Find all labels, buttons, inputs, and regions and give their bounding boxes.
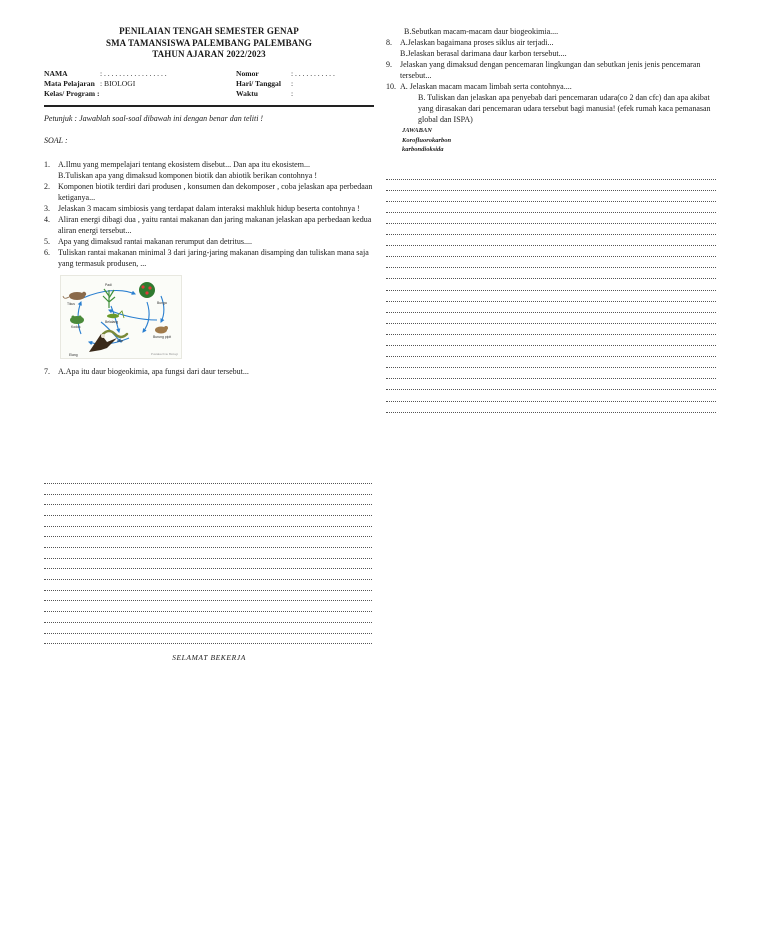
waktu-field: : — [291, 89, 294, 99]
answer-line[interactable] — [44, 537, 372, 548]
nama-field: : . . . . . . . . . . . . . . . . . — [100, 69, 167, 79]
answer-line[interactable] — [44, 505, 372, 516]
answer-notes — [386, 126, 722, 154]
label-burung: Burung pipit — [153, 335, 172, 340]
nomor-label: Nomor — [236, 69, 259, 79]
question-3: 3. Jelaskan 3 macam simbiosis yang terdapat dalam interaksi makhluk hidup beserta contohnya ! — [44, 203, 360, 213]
answer-line[interactable] — [386, 335, 716, 346]
jawaban-line-1: Korofluorokarbon — [402, 136, 452, 144]
question-2: 2. Komponen biotik terdiri dari produsen , konsumen dan dekomposer , coba jelaskan apa perbedaan ketiganya... — [44, 181, 373, 202]
answer-line[interactable] — [386, 357, 716, 368]
answer-line[interactable] — [44, 634, 372, 645]
question-9: 9. Jelaskan yang dimaksud dengan pencemaran lingkungan dan sebutkan jenis jenis pencemaran tersebut... — [386, 60, 701, 81]
answer-line[interactable] — [44, 623, 372, 634]
answer-line[interactable] — [386, 279, 716, 290]
food-web-diagram — [61, 276, 181, 358]
mapel-label: Mata Pelajaran — [44, 79, 95, 89]
answer-line[interactable] — [386, 180, 716, 191]
question-list — [44, 159, 374, 269]
nama-label: NAMA — [44, 69, 68, 79]
label-tikus: Tikus — [67, 302, 75, 307]
answer-line[interactable] — [44, 516, 372, 527]
rat-icon — [63, 292, 86, 300]
answer-line[interactable] — [386, 302, 716, 313]
answer-line[interactable] — [44, 580, 372, 591]
answer-line[interactable] — [44, 484, 372, 495]
mapel-field: : BIOLOGI — [100, 79, 136, 89]
question-7b: B.Sebutkan macam-macam daur biogeokimia.... — [404, 27, 559, 36]
answer-lines-left — [44, 473, 374, 644]
nomor-field: : . . . . . . . . . . . — [291, 69, 335, 79]
left-column — [44, 26, 374, 663]
answer-line[interactable] — [386, 202, 716, 213]
sparrow-icon — [155, 326, 168, 334]
right-column — [386, 26, 722, 413]
answer-line[interactable] — [386, 191, 716, 202]
question-4: 4. Aliran energi dibagi dua , yaitu rantai makanan dan jaring makanan jelaskan apa perbedaan kedua aliran energi tersebut... — [44, 215, 372, 236]
flower-bush-icon — [139, 282, 155, 298]
answer-line[interactable] — [386, 291, 716, 302]
header-divider — [44, 105, 374, 107]
kelas-label: Kelas/ Program : — [44, 89, 100, 99]
answer-line[interactable] — [386, 402, 716, 413]
exam-title: PENILAIAN TENGAH SEMESTER GENAP — [119, 26, 299, 36]
question-5: 5. Apa yang dimaksud rantai makanan rerumput dan detritus.... — [44, 237, 252, 247]
answer-line[interactable] — [386, 268, 716, 279]
answer-line[interactable] — [386, 246, 716, 257]
jawaban-title: JAWABAN — [402, 127, 432, 135]
answer-line[interactable] — [386, 368, 716, 379]
food-web-figure — [60, 275, 182, 359]
answer-line[interactable] — [386, 235, 716, 246]
question-1: 1. A.Ilmu yang mempelajari tentang ekosistem disebut... Dan apa itu ekosistem... B.Tuliskan apa yang dimaksud komponen biotik dan abiotik berikan contohnya ! — [44, 159, 317, 180]
label-belalang: Belalang — [105, 320, 119, 325]
question-7a: 7. A.Apa itu daur biogeokimia, apa fungsi dari daur tersebut... — [44, 367, 249, 377]
closing-text: SELAMAT BEKERJA — [172, 653, 246, 663]
answer-line[interactable] — [44, 527, 372, 538]
label-kodok: Kodok — [71, 325, 81, 330]
question-6: 6. Tuliskan rantai makanan minimal 3 dari jaring-jaring makanan disamping dan tuliskan mana saja yang termasuk produsen, ... — [44, 248, 369, 269]
waktu-label: Waktu — [236, 89, 258, 99]
answer-line[interactable] — [44, 548, 372, 559]
soal-heading: SOAL : — [44, 136, 68, 146]
answer-line[interactable] — [386, 257, 716, 268]
answer-line[interactable] — [44, 559, 372, 570]
answer-line[interactable] — [386, 324, 716, 335]
answer-line[interactable] — [44, 495, 372, 506]
question-10: 10. A. Jelaskan macam macam limbah serta contohnya.... B. Tuliskan dan jelaskan apa penyebab dari pencemaran udara(co 2 dan cfc) dan apa akibat yang dirasakan dari pencemaran udara tersebut bagi manusia! (efek rumah kaca pemanasan global dan ISPA) — [386, 82, 711, 125]
answer-line[interactable] — [44, 601, 372, 612]
answer-line[interactable] — [386, 390, 716, 401]
answer-line[interactable] — [386, 224, 716, 235]
answer-line[interactable] — [386, 313, 716, 324]
question-8: 8. A.Jelaskan bagaimana proses siklus air terjadi... B.Jelaskan berasal darimana daur karbon tersebut.... — [386, 38, 567, 59]
answer-line[interactable] — [44, 473, 372, 484]
answer-lines-right — [386, 169, 722, 413]
answer-line[interactable] — [386, 213, 716, 224]
answer-line[interactable] — [44, 612, 372, 623]
student-info — [44, 69, 374, 101]
answer-line[interactable] — [386, 346, 716, 357]
figure-credit: Pustaka Ilmu Biologi — [150, 352, 178, 357]
school-name: SMA TAMANSISWA PALEMBANG PALEMBANG — [105, 37, 312, 48]
academic-year: TAHUN AJARAN 2022/2023 — [152, 49, 266, 60]
answer-line[interactable] — [44, 569, 372, 580]
label-padi: Padi — [105, 283, 112, 288]
hari-label: Hari/ Tanggal — [236, 79, 281, 89]
frog-icon — [70, 316, 84, 325]
label-elang: Elang — [69, 353, 78, 358]
label-ular: Ular — [117, 339, 124, 344]
instructions: Petunjuk : Jawablah soal-soal dibawah ini dengan benar dan teliti ! — [44, 114, 264, 124]
answer-line[interactable] — [44, 591, 372, 602]
answer-line[interactable] — [386, 169, 716, 180]
answer-line[interactable] — [386, 379, 716, 390]
label-bunga: Bunga — [157, 301, 167, 306]
hari-field: : — [291, 79, 294, 89]
jawaban-line-2: karbondioksida — [402, 146, 444, 154]
